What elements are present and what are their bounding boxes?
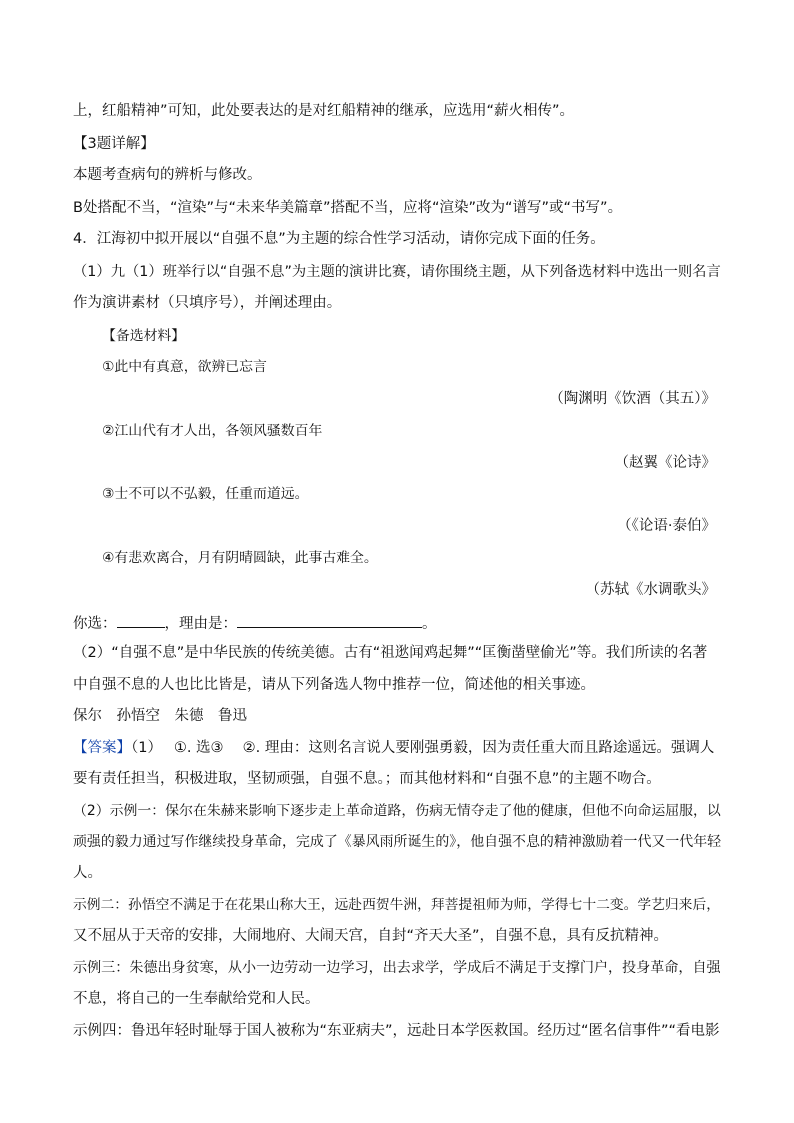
- candidate-names: 保尔 孙悟空 朱德 鲁迅: [73, 708, 247, 724]
- answer-text: （1） ①. 选③ ②. 理由：这则名言说人要刚强勇毅，因为责任重大而且路途遥远。强调人: [131, 740, 715, 756]
- reason-blank: [237, 612, 422, 628]
- text-line: 示例二：孙悟空不满足于在花果山称大王，远赴西贺牛洲，拜菩提祖师为师，学得七十二变。学艺归来后，: [73, 897, 720, 913]
- reason-prefix: ，理由是：: [164, 616, 237, 632]
- text-line: 中自强不息的人也比比皆是，请从下列备选人物中推荐一位，简述他的相关事迹。: [73, 677, 595, 693]
- text-line: 顽强的毅力通过写作继续投身革命，完成了《暴风雨所诞生的》，他自强不息的精神激励着一代又一代年轻: [73, 834, 722, 850]
- choice-prefix: 你选：: [73, 616, 117, 632]
- quote-1: ①此中有真意，欲辨已忘言: [102, 359, 267, 375]
- text-line: 示例四：鲁迅年轻时耻辱于国人被称为“东亚病夫”，远赴日本学医救国。经历过“匿名信事件”“看电影: [73, 1023, 720, 1039]
- text-line: 本题考查病句的辨析与修改。: [73, 167, 262, 183]
- question-title: 4．江海初中拟开展以“自强不息”为主题的综合性学习活动，请你完成下面的任务。: [73, 231, 605, 247]
- quote-4-source: （苏轼《水调歌头》: [585, 582, 716, 598]
- materials-heading: 【备选材料】: [102, 328, 186, 344]
- answer-tag: 【答案】: [73, 740, 131, 756]
- answer-line: [73, 738, 721, 758]
- text-line: 示例三：朱德出身贫寒，从小一边劳动一边学习，出去求学，学成后不满足于支撑门户，投身革命，自强: [73, 960, 721, 976]
- choice-line: [73, 612, 721, 634]
- text-line: 又不屈从于天帝的安排，大闹地府、大闹天宫，自封“齐天大圣”，自强不息，具有反抗精神。: [73, 928, 669, 944]
- quote-4: ④有悲欢离合，月有阴晴圆缺，此事古难全。: [102, 550, 378, 566]
- quote-2-source: （赵翼《论诗》: [614, 455, 716, 471]
- text-line: B处搭配不当，“渲染”与“未来华美篇章”搭配不当，应将“渲染”改为“谱写”或“书写”。: [73, 200, 623, 216]
- text-line: 不息，将自己的一生奉献给党和人民。: [73, 991, 320, 1007]
- text-line: 人。: [73, 865, 102, 881]
- quote-3-source: （《论语·泰伯》: [617, 518, 716, 534]
- text-line: 上，红船精神”可知，此处要表达的是对红船精神的继承，应选用“薪火相传”。: [73, 103, 575, 119]
- text-line: 作为演讲素材（只填序号），并阐述理由。: [73, 295, 342, 311]
- text-line: 要有责任担当，积极进取，坚韧顽强，自强不息。；而其他材料和“自强不息”的主题不吻合。: [73, 771, 661, 787]
- quote-2: ②江山代有才人出，各领风骚数百年: [102, 423, 323, 439]
- quote-3: ③士不可以不弘毅，任重而道远。: [102, 486, 309, 502]
- text-line: （2）示例一：保尔在朱赫来影响下逐步走上革命道路，伤病无情夺走了他的健康，但他不向命运屈服，以: [73, 803, 721, 819]
- choice-suffix: 。: [422, 616, 437, 632]
- text-line: （2）“自强不息”是中华民族的传统美德。古有“祖逖闻鸡起舞”“匡衡凿壁偷光”等。我们所读的名著: [73, 645, 708, 661]
- choice-blank: [117, 612, 165, 628]
- section-heading: 【3题详解】: [73, 136, 155, 152]
- quote-1-source: （陶渊明《饮酒（其五）》: [549, 391, 716, 407]
- text-line: （1）九（1）班举行以“自强不息”为主题的演讲比赛，请你围绕主题，从下列备选材料中选出一则名言: [73, 264, 721, 280]
